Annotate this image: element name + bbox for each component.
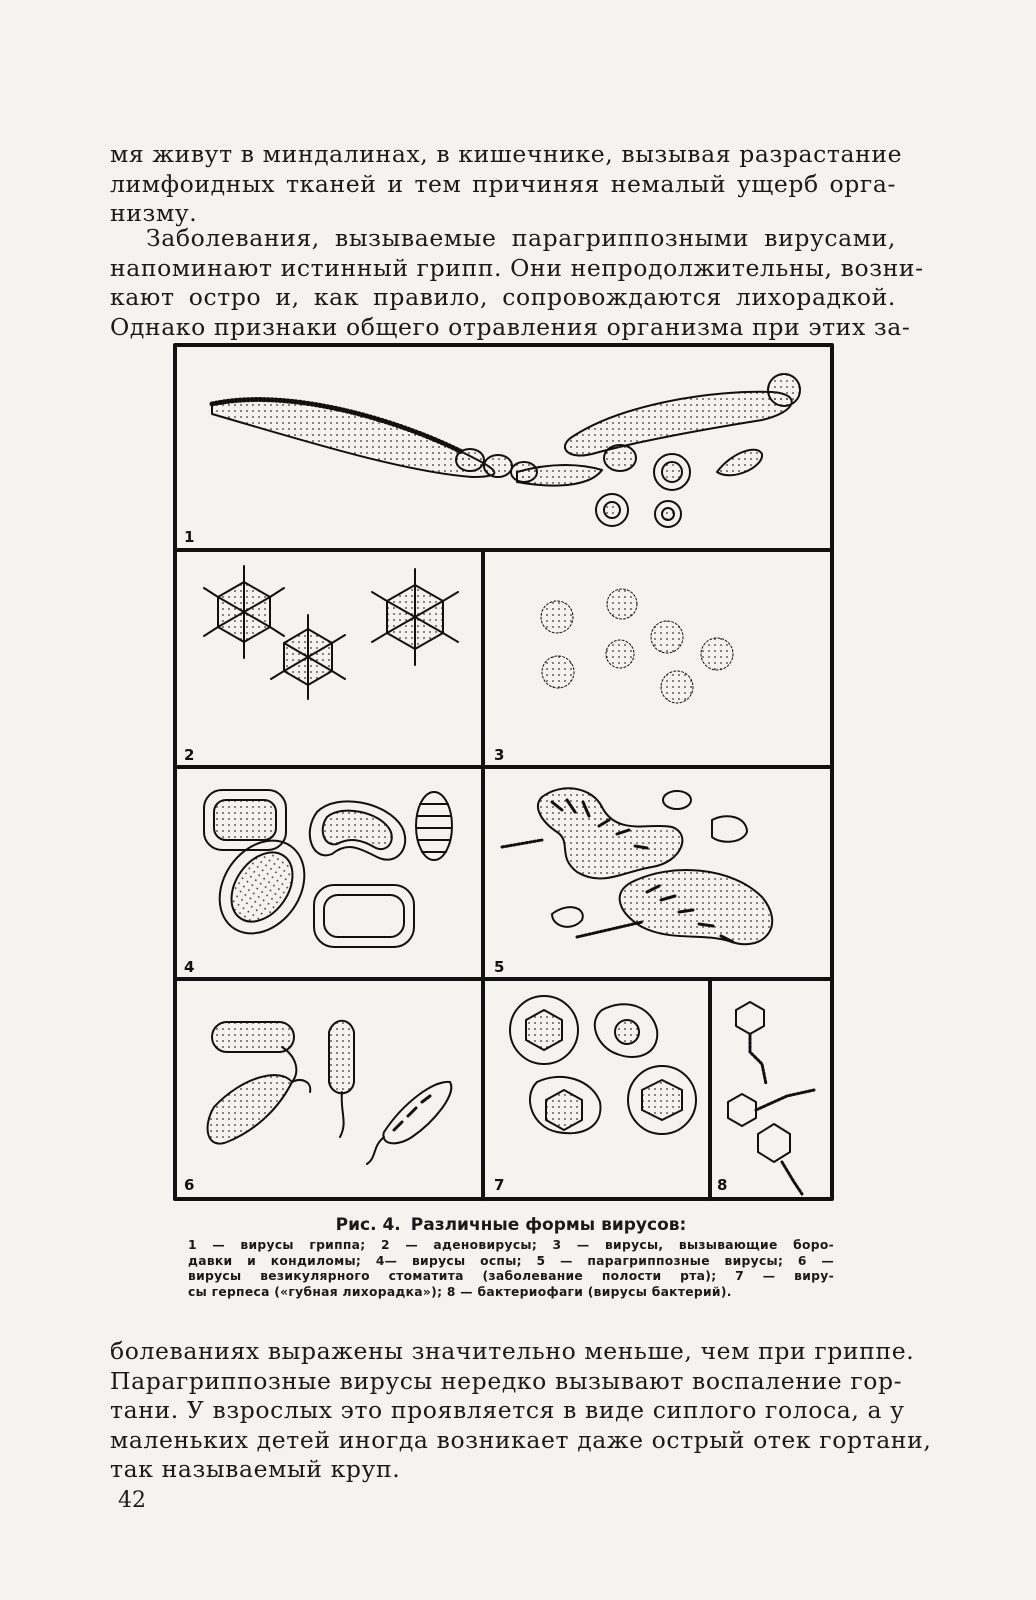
- panel-label: 5: [494, 958, 505, 976]
- panel-2-adenoviruses: [204, 566, 458, 699]
- text-line: болеваниях выражены значительно меньше, чем при гриппе.: [110, 1337, 915, 1365]
- figure-label: Рис. 4.: [335, 1215, 401, 1235]
- panel-label: 8: [717, 1176, 728, 1194]
- text-line: Парагриппозные вирусы нередко вызывают воспаление гор-: [110, 1366, 903, 1395]
- panel-label: 7: [494, 1176, 505, 1194]
- panel-7-herpes-viruses: [510, 996, 696, 1134]
- panel-label: 3: [494, 746, 505, 764]
- page-number: 42: [118, 1488, 146, 1513]
- paragraph-top: [110, 140, 903, 229]
- virus-figure: [172, 342, 836, 1204]
- panel-label: 4: [184, 958, 195, 976]
- panel-label: 1: [184, 528, 195, 546]
- panel-label: 6: [184, 1176, 195, 1194]
- paragraph-bottom: [110, 1337, 932, 1485]
- text-line: кают остро и, как правило, сопровождаются лихорадкой.: [110, 283, 896, 311]
- figure-caption-title: [188, 1215, 834, 1235]
- text-line: низму.: [110, 199, 198, 227]
- text-line: тани. У взрослых это проявляется в виде сиплого голоса, а у: [110, 1396, 905, 1424]
- figure-title: Различные формы вирусов:: [410, 1215, 687, 1235]
- panel-4-pox-viruses: [202, 790, 452, 950]
- panel-3-papilloma-viruses: [541, 589, 733, 703]
- panel-8-bacteriophages: [728, 1002, 814, 1194]
- caption-line: сы герпеса («губная лихорадка»); 8 — бактериофаги (вирусы бактерий).: [188, 1284, 732, 1299]
- figure-caption-text: [188, 1238, 834, 1300]
- text-line: напоминают истинный грипп. Они непродолжительны, возни-: [110, 253, 924, 282]
- panel-1-influenza-viruses: [212, 374, 800, 527]
- text-line: мя живут в миндалинах, в кишечнике, вызывая разрастание: [110, 140, 903, 168]
- text-line: маленьких детей иногда возникает даже острый отек гортани,: [110, 1425, 932, 1454]
- text-line: лимфоидных тканей и тем причиняя немалый ущерб орга-: [110, 169, 896, 198]
- paragraph-mid: [110, 224, 924, 342]
- panel-label: 2: [184, 746, 195, 764]
- caption-line: 1 — вирусы гриппа; 2 — аденовирусы; 3 — вирусы, вызывающие боро-: [188, 1238, 834, 1252]
- panel-6-vesicular-stomatitis-viruses: [208, 1021, 452, 1164]
- text-line: Однако признаки общего отравления организма при этих за-: [110, 312, 911, 341]
- panel-5-parainfluenza-viruses: [502, 788, 772, 944]
- text-line: так называемый круп.: [110, 1455, 401, 1483]
- caption-line: давки и кондиломы; 4— вирусы оспы; 5 — парагриппозные вирусы; 6 —: [188, 1253, 834, 1268]
- caption-line: вирусы везикулярного стоматита (заболевание полости рта); 7 — виру-: [188, 1269, 834, 1283]
- text-line: Заболевания, вызываемые парагриппозными вирусами,: [146, 224, 896, 252]
